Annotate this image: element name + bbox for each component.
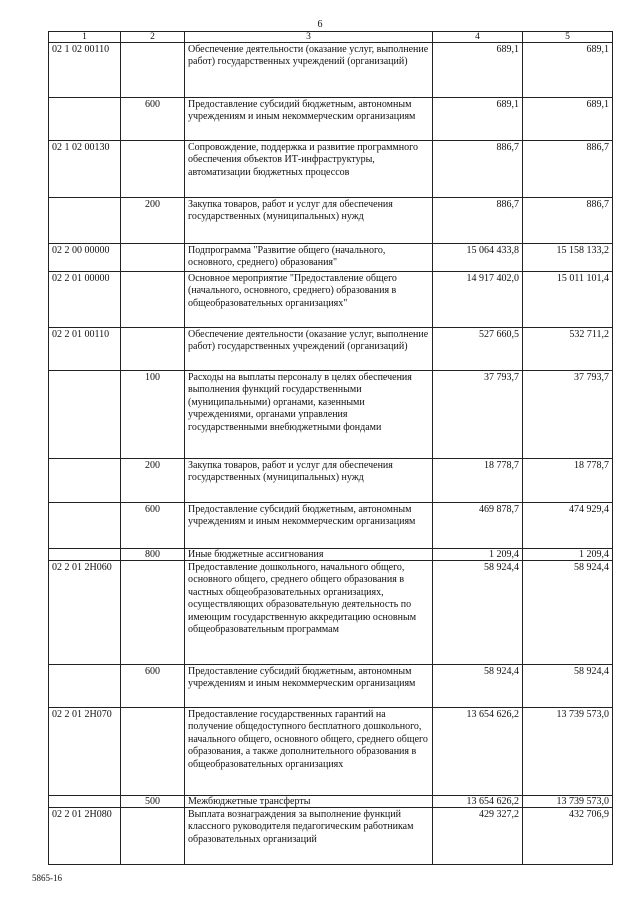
row-code [49,796,121,808]
table-row [49,708,613,796]
row-expense-type [121,244,185,272]
row-value-year-2: 18 778,7 [523,459,613,503]
budget-table [48,31,613,865]
table-row [49,549,613,561]
row-expense-type: 200 [121,198,185,244]
row-value-year-2: 37 793,7 [523,371,613,459]
row-description: Закупка товаров, работ и услуг для обеспечения государственных (муниципальных) нужд [185,198,433,244]
row-expense-type [121,561,185,665]
row-description: Обеспечение деятельности (оказание услуг, выполнение работ) государственных учреждений (организаций) [185,328,433,371]
row-value-year-2: 474 929,4 [523,503,613,549]
row-expense-type: 500 [121,796,185,808]
table-row [49,665,613,708]
table-row [49,561,613,665]
table-row [49,43,613,98]
table-row [49,796,613,808]
table-row [49,198,613,244]
row-value-year-2: 689,1 [523,98,613,141]
row-code: 02 2 00 00000 [49,244,121,272]
row-value-year-1: 689,1 [433,43,523,98]
row-description: Расходы на выплаты персоналу в целях обеспечения выполнения функций государственными (муниципальными) органами, казенными учреждениями, органами управления государственными внебюджетными фондами [185,371,433,459]
row-value-year-1: 886,7 [433,141,523,198]
column-header: 2 [121,32,185,43]
row-expense-type: 200 [121,459,185,503]
row-description: Основное мероприятие "Предоставление общего (начального, основного, среднего) образования в общеобразовательных организациях" [185,272,433,328]
row-value-year-1: 13 654 626,2 [433,796,523,808]
row-value-year-2: 886,7 [523,141,613,198]
row-value-year-1: 18 778,7 [433,459,523,503]
table-row [49,808,613,865]
row-code [49,98,121,141]
row-value-year-2: 15 158 133,2 [523,244,613,272]
row-description: Закупка товаров, работ и услуг для обеспечения государственных (муниципальных) нужд [185,459,433,503]
row-expense-type [121,272,185,328]
column-header: 5 [523,32,613,43]
row-description: Предоставление субсидий бюджетным, автономным учреждениям и иным некоммерческим организациям [185,503,433,549]
row-value-year-2: 58 924,4 [523,665,613,708]
row-description: Иные бюджетные ассигнования [185,549,433,561]
row-value-year-1: 469 878,7 [433,503,523,549]
row-code: 02 1 02 00110 [49,43,121,98]
row-code: 02 2 01 00000 [49,272,121,328]
row-value-year-1: 15 064 433,8 [433,244,523,272]
column-header: 4 [433,32,523,43]
row-value-year-2: 532 711,2 [523,328,613,371]
row-value-year-1: 527 660,5 [433,328,523,371]
row-value-year-1: 1 209,4 [433,549,523,561]
row-expense-type [121,43,185,98]
column-header: 1 [49,32,121,43]
table-row [49,141,613,198]
row-code: 02 2 01 2Н080 [49,808,121,865]
row-value-year-1: 58 924,4 [433,561,523,665]
row-expense-type [121,141,185,198]
row-value-year-2: 689,1 [523,43,613,98]
row-code: 02 2 01 2Н060 [49,561,121,665]
row-description: Межбюджетные трансферты [185,796,433,808]
table-row [49,98,613,141]
column-numbers-row [49,32,613,43]
row-value-year-2: 432 706,9 [523,808,613,865]
row-description: Подпрограмма "Развитие общего (начального, основного, среднего) образования" [185,244,433,272]
row-description: Выплата вознаграждения за выполнение функций классного руководителя педагогическим работникам образовательных организаций [185,808,433,865]
row-code: 02 2 01 2Н070 [49,708,121,796]
row-value-year-2: 58 924,4 [523,561,613,665]
page-number: 6 [317,19,323,30]
row-code [49,503,121,549]
row-code: 02 1 02 00130 [49,141,121,198]
row-expense-type: 600 [121,98,185,141]
row-description: Сопровождение, поддержка и развитие программного обеспечения объектов ИТ-инфраструктуры, автоматизации бюджетных процессов [185,141,433,198]
row-expense-type: 600 [121,665,185,708]
table-row [49,272,613,328]
table-row [49,328,613,371]
row-value-year-1: 689,1 [433,98,523,141]
row-value-year-1: 37 793,7 [433,371,523,459]
row-expense-type [121,328,185,371]
row-code: 02 2 01 00110 [49,328,121,371]
row-expense-type [121,708,185,796]
row-value-year-2: 886,7 [523,198,613,244]
row-description: Обеспечение деятельности (оказание услуг, выполнение работ) государственных учреждений (организаций) [185,43,433,98]
column-header: 3 [185,32,433,43]
row-expense-type: 100 [121,371,185,459]
row-value-year-2: 13 739 573,0 [523,708,613,796]
row-code [49,549,121,561]
row-value-year-1: 429 327,2 [433,808,523,865]
row-value-year-1: 886,7 [433,198,523,244]
row-code [49,198,121,244]
row-value-year-1: 14 917 402,0 [433,272,523,328]
table-row [49,371,613,459]
footer-code: 5865-16 [32,873,62,883]
row-expense-type [121,808,185,865]
row-value-year-1: 13 654 626,2 [433,708,523,796]
row-value-year-2: 15 011 101,4 [523,272,613,328]
row-description: Предоставление дошкольного, начального общего, основного общего, среднего общего образования в частных общеобразовательных организациях, осуществляющих образовательную деятельность по имеющим государственную аккредитацию основным общеобразовательным программам [185,561,433,665]
row-value-year-1: 58 924,4 [433,665,523,708]
row-description: Предоставление государственных гарантий на получение общедоступного бесплатного дошкольного, начального общего, основного общего, среднего общего образования, а также дополнительного образования в общеобразовательных организациях [185,708,433,796]
table-row [49,459,613,503]
row-description: Предоставление субсидий бюджетным, автономным учреждениям и иным некоммерческим организациям [185,665,433,708]
table-row [49,244,613,272]
row-description: Предоставление субсидий бюджетным, автономным учреждениям и иным некоммерческим организациям [185,98,433,141]
row-code [49,459,121,503]
row-code [49,665,121,708]
row-code [49,371,121,459]
row-expense-type: 800 [121,549,185,561]
row-expense-type: 600 [121,503,185,549]
row-value-year-2: 1 209,4 [523,549,613,561]
table-row [49,503,613,549]
row-value-year-2: 13 739 573,0 [523,796,613,808]
